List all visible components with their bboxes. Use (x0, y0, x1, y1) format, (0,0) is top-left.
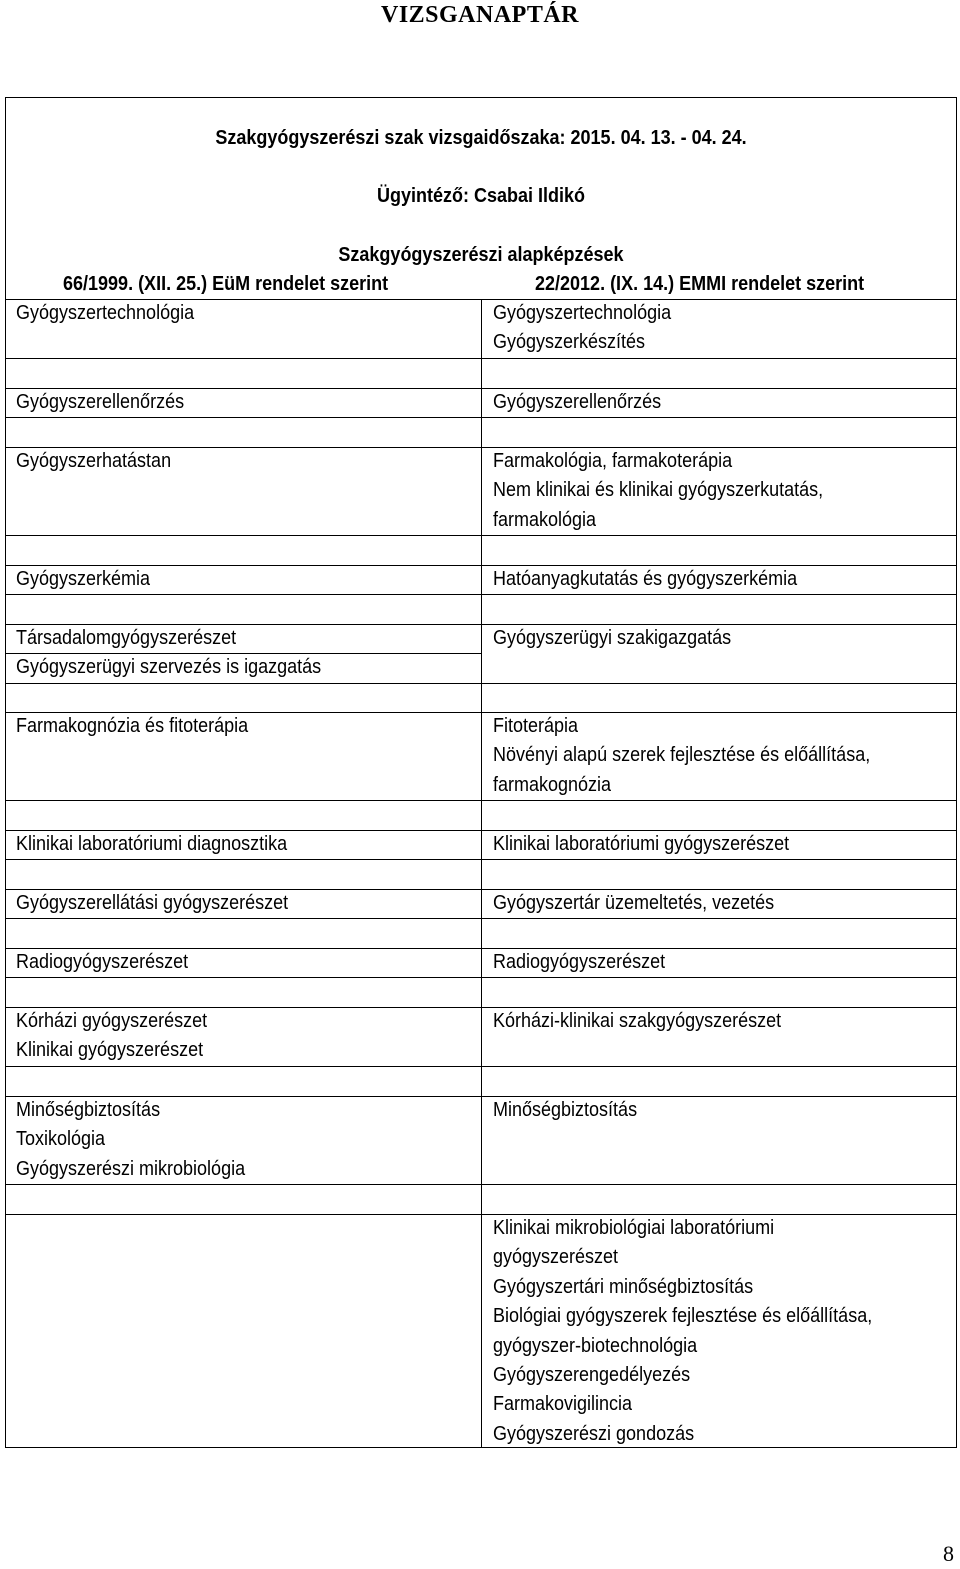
column-divider (481, 830, 482, 859)
left-decree-heading: 66/1999. (XII. 25.) EüM rendelet szerint (63, 273, 389, 295)
old-decree-course: Gyógyszerhatástan (16, 450, 172, 472)
column-divider (481, 594, 482, 624)
new-decree-course: Fitoterápia (493, 715, 579, 737)
old-decree-course: Klinikai gyógyszerészet (16, 1039, 204, 1062)
new-decree-course: Gyógyszertechnológia (493, 302, 672, 324)
column-divider (481, 299, 482, 358)
new-decree-course: Kórházi-klinikai szakgyógyszerészet (493, 1010, 782, 1032)
column-divider (481, 1007, 482, 1066)
column-divider (481, 1214, 482, 1448)
column-divider (481, 624, 482, 683)
new-decree-course: Klinikai mikrobiológiai laboratóriumi (493, 1217, 775, 1239)
new-decree-course: Radiogyógyszerészet (493, 951, 666, 973)
new-decree-course: Gyógyszerengedélyezés (493, 1364, 691, 1386)
old-decree-course: Gyógyszerellátási gyógyszerészet (16, 892, 289, 914)
new-decree-course: Klinikai laboratóriumi gyógyszerészet (493, 833, 790, 855)
old-decree-course: Gyógyszerkémia (16, 568, 151, 590)
right-decree-heading: 22/2012. (IX. 14.) EMMI rendelet szerint (535, 273, 865, 295)
column-divider (481, 800, 482, 830)
old-decree-course: Gyógyszertechnológia (16, 302, 195, 324)
column-divider (481, 417, 482, 447)
new-decree-course: Gyógyszerellenőrzés (493, 391, 662, 413)
column-divider (481, 565, 482, 594)
old-decree-course: Farmakognózia és fitoterápia (16, 715, 249, 737)
left-subrow-divider (5, 653, 481, 654)
old-decree-course: Klinikai laboratóriumi diagnosztika (16, 833, 288, 855)
column-divider (481, 388, 482, 417)
new-decree-course: Nem klinikai és klinikai gyógyszerkutatás, (493, 479, 824, 502)
new-decree-course: Farmakológia, farmakoterápia (493, 450, 733, 472)
old-decree-course: Radiogyógyszerészet (16, 951, 189, 973)
column-divider (481, 535, 482, 565)
new-decree-course: Farmakovigilincia (493, 1393, 633, 1416)
old-decree-course: Minőségbiztosítás (16, 1099, 161, 1121)
exam-period-heading: Szakgyógyszerészi szak vizsgaidőszaka: 2015. 04. 13. - 04. 24. (215, 127, 747, 149)
new-decree-course: Hatóanyagkutatás és gyógyszerkémia (493, 568, 798, 590)
new-decree-course: Gyógyszerkészítés (493, 331, 646, 354)
old-decree-course: Gyógyszerellenőrzés (16, 391, 185, 413)
column-divider (481, 683, 482, 712)
new-decree-course: Gyógyszerészi gondozás (493, 1422, 695, 1445)
old-decree-course: Kórházi gyógyszerészet (16, 1010, 208, 1032)
column-divider (481, 1066, 482, 1096)
column-divider (481, 1096, 482, 1184)
new-decree-course: Gyógyszertár üzemeltetés, vezetés (493, 892, 775, 914)
new-decree-course: Gyógyszertári minőségbiztosítás (493, 1275, 754, 1298)
new-decree-course: Minőségbiztosítás (493, 1099, 638, 1121)
new-decree-course: Gyógyszerügyi szakigazgatás (493, 627, 732, 649)
new-decree-course: Biológiai gyógyszerek fejlesztése és előállítása, (493, 1305, 873, 1328)
column-divider (481, 918, 482, 948)
old-decree-course: Gyógyszerészi mikrobiológia (16, 1157, 246, 1180)
page-number: 8 (943, 1541, 954, 1566)
old-decree-course: Társadalomgyógyszerészet (16, 627, 237, 649)
new-decree-course: farmakognózia (493, 773, 612, 796)
old-decree-course: Gyógyszerügyi szervezés is igazgatás (16, 656, 322, 679)
column-divider (481, 889, 482, 918)
column-divider (481, 948, 482, 977)
column-divider (481, 447, 482, 535)
old-decree-course: Toxikológia (16, 1128, 106, 1151)
new-decree-course: farmakológia (493, 508, 597, 531)
column-divider (481, 358, 482, 388)
column-divider (481, 712, 482, 800)
column-divider (481, 859, 482, 889)
basic-training-heading: Szakgyógyszerészi alapképzések (338, 244, 624, 266)
new-decree-course: Növényi alapú szerek fejlesztése és előállítása, (493, 744, 871, 767)
new-decree-course: gyógyszer-biotechnológia (493, 1334, 698, 1357)
new-decree-course: gyógyszerészet (493, 1246, 619, 1269)
column-divider (481, 1184, 482, 1214)
administrator-heading: Ügyintéző: Csabai Ildikó (376, 185, 586, 207)
page-title: VIZSGANAPTÁR (380, 2, 580, 28)
column-divider (481, 977, 482, 1007)
